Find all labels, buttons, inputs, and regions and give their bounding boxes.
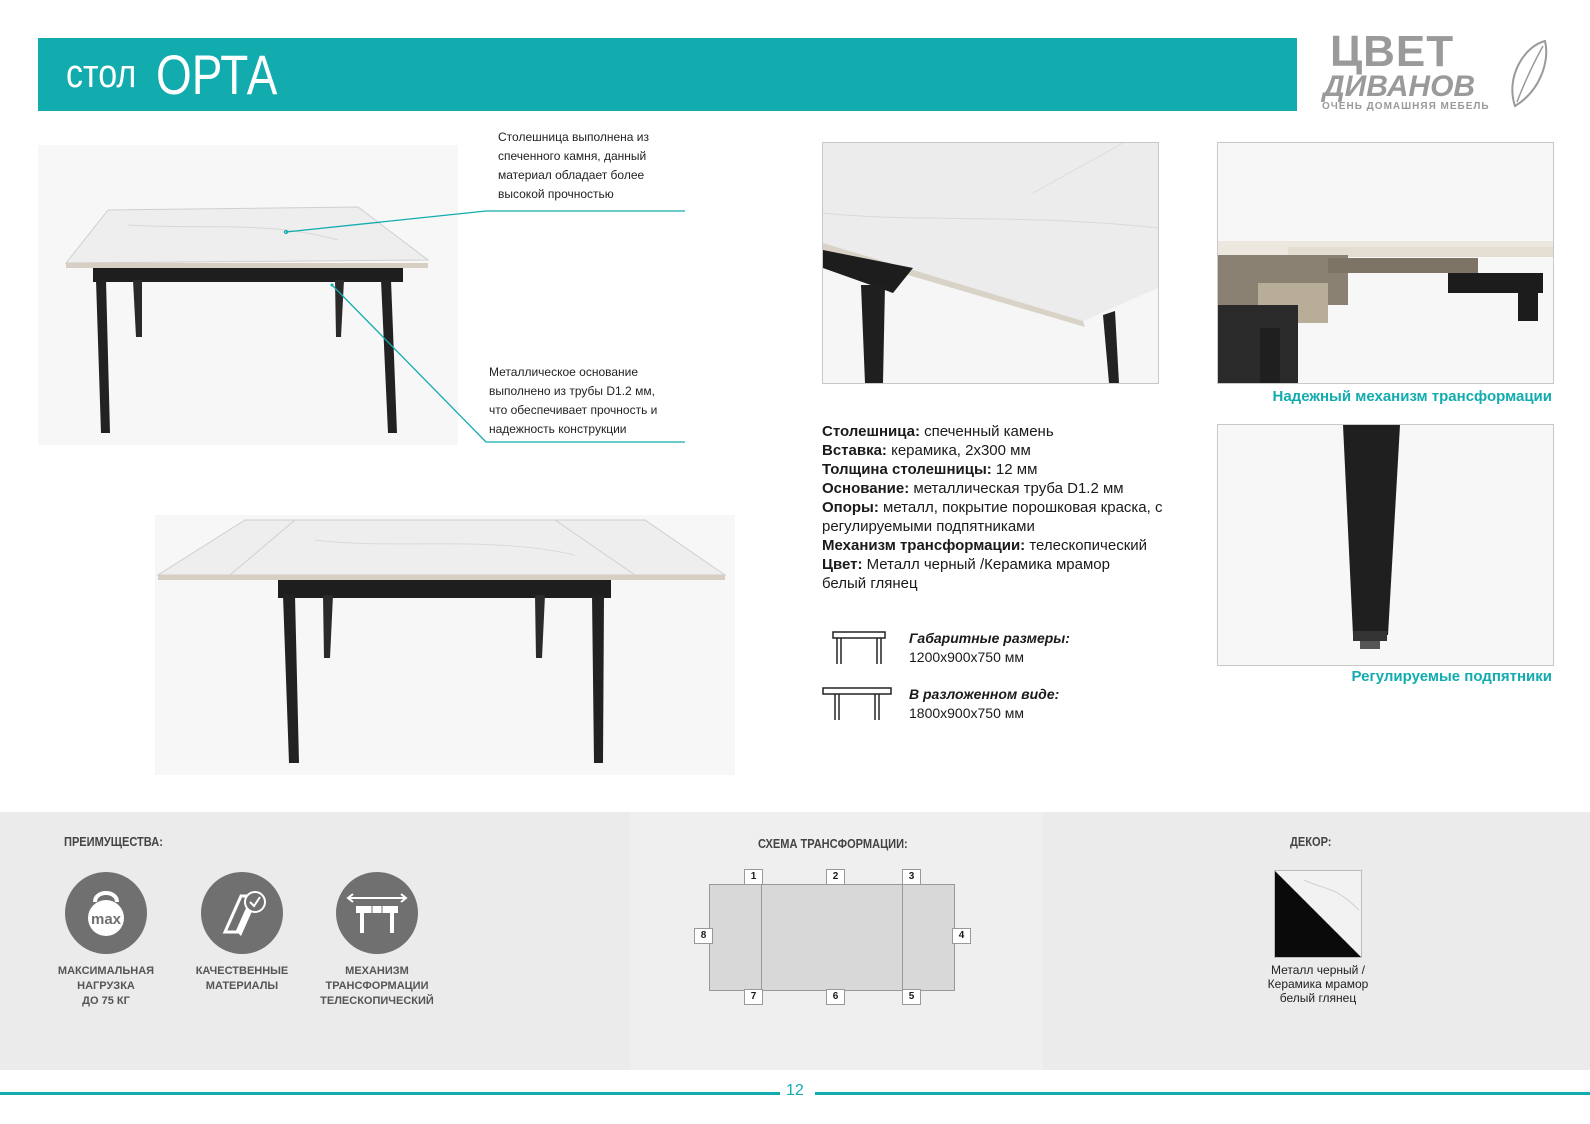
mechanism-photo — [1217, 142, 1554, 384]
title-prefix: стол — [66, 52, 137, 96]
leaf-logo-icon — [1505, 36, 1555, 111]
advantage-line: МАТЕРИАЛЫ — [205, 980, 279, 992]
advantages-title: ПРЕИМУЩЕСТВА: — [64, 834, 163, 849]
decor-swatch-label — [1238, 963, 1398, 1005]
note-line: надежность конструкции — [489, 422, 627, 436]
decor-swatch — [1274, 870, 1362, 958]
product-title: ОРТА — [156, 43, 278, 106]
decor-line: белый глянец — [1279, 991, 1357, 1005]
advantage-line: МАКСИМАЛЬНАЯ — [57, 965, 155, 977]
scheme-number: 6 — [826, 989, 845, 1005]
decor-line: Металл черный / — [1270, 963, 1365, 977]
spec-value: регулируемыми подпятниками — [822, 518, 1035, 535]
extended-size-label: В разложенном виде: — [909, 686, 1060, 702]
tabletop-closeup-photo — [822, 142, 1159, 384]
spec-row — [822, 536, 1202, 555]
advantage-mechanism-label — [307, 964, 447, 1009]
footer-line-left — [0, 1092, 780, 1095]
note-tabletop — [498, 128, 698, 204]
spec-value: белый глянец — [822, 575, 918, 592]
scheme-title: СХЕМА ТРАНСФОРМАЦИИ: — [758, 836, 908, 851]
scheme-number: 4 — [952, 928, 971, 944]
footer-line-right — [815, 1092, 1590, 1095]
scheme-insert-left — [709, 884, 762, 989]
page-number: 12 — [786, 1082, 804, 1099]
advantage-line: ТРАНСФОРМАЦИИ — [325, 980, 429, 992]
scheme-number: 1 — [744, 869, 763, 885]
spec-value: 12 мм — [991, 461, 1038, 478]
scheme-number: 2 — [826, 869, 845, 885]
decor-title: ДЕКОР: — [1290, 834, 1332, 849]
spec-value: керамика, 2х300 мм — [886, 442, 1031, 459]
spec-value: телескопический — [1025, 537, 1148, 554]
spec-value: металл, покрытие порошковая краска, с — [878, 499, 1163, 516]
advantage-line: МЕХАНИЗМ — [345, 965, 409, 977]
overall-size-value: 1200х900х750 мм — [909, 649, 1025, 665]
spec-list — [822, 422, 1202, 593]
spec-row — [822, 555, 1202, 574]
logo-text-line2: ДИВАНОВ — [1323, 70, 1476, 103]
spec-label: Толщина столешницы: — [822, 461, 992, 478]
spec-label: Цвет: — [822, 556, 863, 573]
spec-row — [822, 498, 1202, 517]
spec-label: Столешница: — [822, 423, 920, 440]
spec-value: Металл черный /Керамика мрамор — [862, 556, 1110, 573]
note-line: высокой прочностью — [498, 187, 614, 201]
scheme-number: 8 — [694, 928, 713, 944]
kettlebell-icon — [65, 872, 147, 954]
note-line: спеченного камня, данный — [498, 149, 647, 163]
spec-label: Вставка: — [822, 442, 887, 459]
spec-row — [822, 517, 1202, 536]
feet-caption: Регулируемые подпятники — [1351, 668, 1552, 685]
advantage-line: НАГРУЗКА — [77, 980, 135, 992]
note-base — [489, 363, 699, 439]
scheme-insert-right — [902, 884, 954, 989]
overall-size-label: Габаритные размеры: — [909, 630, 1070, 646]
spec-row — [822, 441, 1202, 460]
advantage-line: ТЕЛЕСКОПИЧЕСКИЙ — [320, 995, 434, 1007]
spec-row — [822, 422, 1202, 441]
advantage-load-label — [36, 964, 176, 1009]
spec-row — [822, 460, 1202, 479]
scheme-number: 7 — [744, 989, 763, 1005]
logo-text-line1: ЦВЕТ — [1330, 27, 1455, 76]
note-line: Столешница выполнена из — [498, 130, 650, 144]
spec-value: металлическая труба D1.2 мм — [909, 480, 1124, 497]
spec-label: Основание: — [822, 480, 910, 497]
spec-label: Механизм трансформации: — [822, 537, 1026, 554]
note-line: что обеспечивает прочность и — [489, 403, 658, 417]
spec-row — [822, 574, 1202, 593]
note-line: Металлическое основание — [489, 365, 639, 379]
advantage-line: ДО 75 КГ — [82, 995, 130, 1007]
table-photo-extended — [155, 515, 735, 775]
scheme-number: 3 — [902, 869, 921, 885]
table-closed-icon — [832, 630, 886, 666]
advantage-line: КАЧЕСТВЕННЫЕ — [195, 965, 289, 977]
quality-materials-icon — [201, 872, 283, 954]
scheme-number: 5 — [902, 989, 921, 1005]
table-extended-icon — [822, 686, 892, 722]
max-icon-text: max — [90, 911, 122, 928]
spec-label: Опоры: — [822, 499, 879, 516]
note-line: выполнено из трубы D1.2 мм, — [489, 384, 655, 398]
decor-line: Керамика мрамор — [1267, 977, 1369, 991]
logo-tagline: ОЧЕНЬ ДОМАШНЯЯ МЕБЕЛЬ — [1322, 101, 1490, 112]
mechanism-caption: Надежный механизм трансформации — [1272, 388, 1552, 405]
table-extend-icon — [336, 872, 418, 954]
advantage-materials-label — [172, 964, 312, 994]
spec-row — [822, 479, 1202, 498]
leg-photo — [1217, 424, 1554, 666]
extended-size-value: 1800х900х750 мм — [909, 705, 1025, 721]
spec-value: спеченный камень — [919, 423, 1054, 440]
note-line: материал обладает более — [498, 168, 645, 182]
